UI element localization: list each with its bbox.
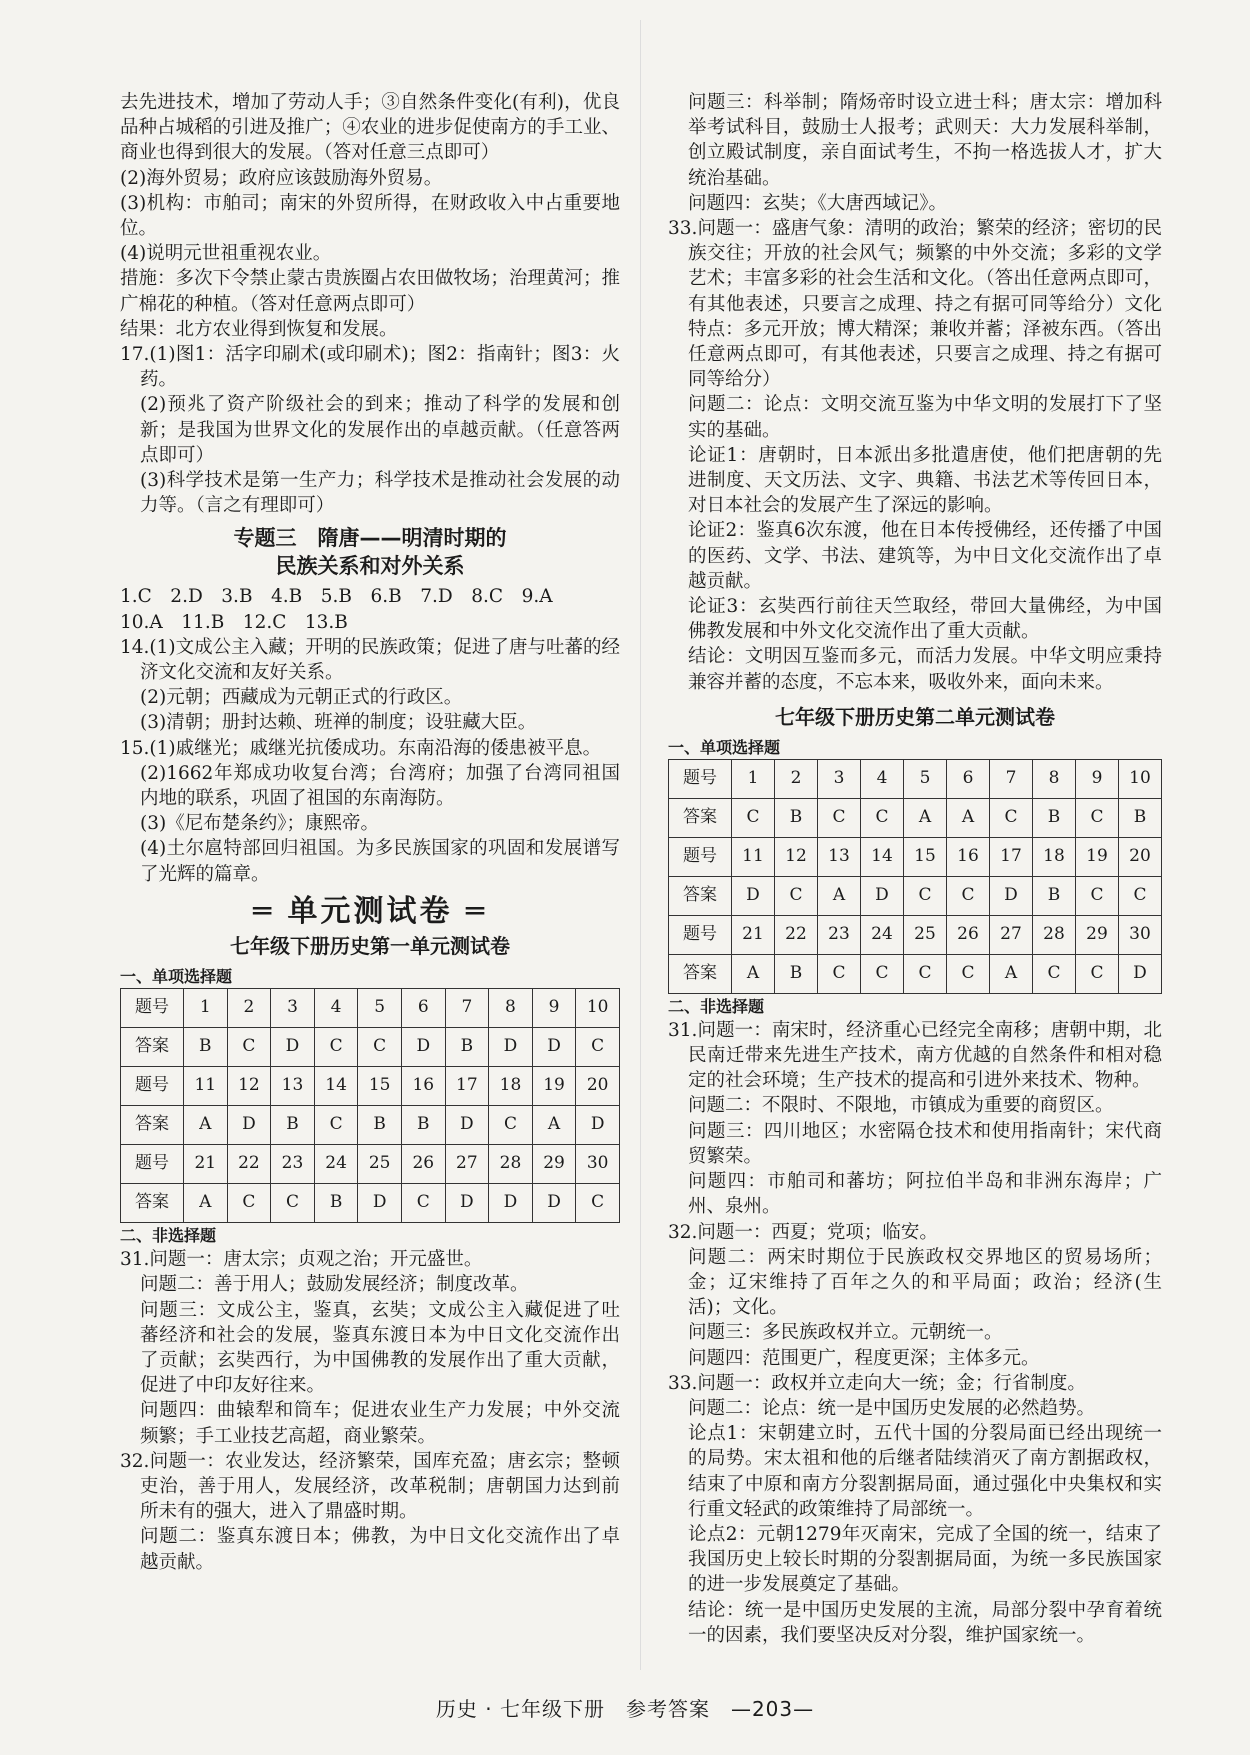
table-cell: 19 bbox=[1076, 837, 1119, 876]
table-cell: B bbox=[1119, 798, 1162, 837]
table-cell: 4 bbox=[314, 989, 358, 1028]
table-cell: B bbox=[314, 1184, 358, 1223]
table-row-header: 题号 bbox=[669, 837, 732, 876]
table-cell: C bbox=[1076, 876, 1119, 915]
table-cell: A bbox=[990, 954, 1033, 993]
table-row bbox=[121, 989, 620, 1028]
table-row bbox=[669, 759, 1162, 798]
table-row-header: 答案 bbox=[669, 876, 732, 915]
table-cell: B bbox=[445, 1028, 489, 1067]
unit2-answer-table bbox=[668, 759, 1162, 994]
page-footer: 历史 · 七年级下册 参考答案 —203— bbox=[435, 1697, 815, 1721]
answer-14-part1: 14.(1)文成公主入藏；开明的民族政策；促进了唐与吐蕃的经济文化交流和友好关系。 bbox=[120, 636, 620, 684]
table-cell: 30 bbox=[1119, 915, 1162, 954]
table-cell: 28 bbox=[1033, 915, 1076, 954]
table-cell: A bbox=[947, 798, 990, 837]
answer-14-part2: (2)元朝；西藏成为元朝正式的行政区。 bbox=[140, 687, 463, 709]
unit2-answer-33: 问题二：论点：统一是中国历史发展的必然趋势。 bbox=[688, 1397, 1096, 1419]
table-cell: 7 bbox=[445, 989, 489, 1028]
table-cell: D bbox=[532, 1184, 576, 1223]
unit1-title: 七年级下册历史第一单元测试卷 bbox=[230, 934, 510, 959]
table-cell: D bbox=[532, 1028, 576, 1067]
table-cell: 3 bbox=[818, 759, 861, 798]
table-cell: D bbox=[1119, 954, 1162, 993]
table-cell: A bbox=[732, 954, 775, 993]
unit2-answer-31: 问题三：四川地区；水密隔仓技术和使用指南针；宋代商贸繁荣。 bbox=[688, 1120, 1162, 1167]
unit1-answer-32: 32.问题一：农业发达，经济繁荣，国库充盈；唐玄宗；整顿吏治，善于用人，发展经济，改革税制；唐朝国力达到前所未有的强大，进入了鼎盛时期。 bbox=[120, 1450, 620, 1523]
table-cell: 21 bbox=[184, 1145, 228, 1184]
table-cell: C bbox=[1076, 798, 1119, 837]
unit1-answer-31: 问题二：善于用人；鼓励发展经济；制度改革。 bbox=[140, 1274, 529, 1296]
table-cell: D bbox=[732, 876, 775, 915]
table-cell: 9 bbox=[1076, 759, 1119, 798]
table-cell: C bbox=[489, 1106, 533, 1145]
table-cell: 29 bbox=[532, 1145, 576, 1184]
table-cell: C bbox=[358, 1028, 402, 1067]
paragraph: 问题四：玄奘；《大唐西域记》。 bbox=[688, 192, 948, 214]
table-cell: C bbox=[904, 954, 947, 993]
table-cell: 20 bbox=[1119, 837, 1162, 876]
table-cell: 27 bbox=[990, 915, 1033, 954]
table-cell: 26 bbox=[401, 1145, 445, 1184]
table-cell: 13 bbox=[818, 837, 861, 876]
table-cell: 16 bbox=[401, 1067, 445, 1106]
table-cell: 30 bbox=[576, 1145, 620, 1184]
table-cell: 6 bbox=[947, 759, 990, 798]
table-row bbox=[121, 1028, 620, 1067]
table-cell: 8 bbox=[1033, 759, 1076, 798]
table-cell: 13 bbox=[271, 1067, 315, 1106]
paragraph: 措施：多次下令禁止蒙古贵族圈占农田做牧场；治理黄河；推广棉花的种植。（答对任意两点即可） bbox=[120, 268, 620, 315]
unit2-answer-31: 问题二：不限时、不限地，市镇成为重要的商贸区。 bbox=[688, 1095, 1114, 1117]
table-cell: 28 bbox=[489, 1145, 533, 1184]
answer-33: 问题二：论点：文明交流互鉴为中华文明的发展打下了坚实的基础。 bbox=[688, 394, 1162, 441]
table-cell: C bbox=[314, 1028, 358, 1067]
table-cell: C bbox=[861, 798, 904, 837]
table-row bbox=[121, 1106, 620, 1145]
paragraph: 结果：北方农业得到恢复和发展。 bbox=[120, 318, 398, 340]
table-cell: 18 bbox=[489, 1067, 533, 1106]
table-row-header: 答案 bbox=[669, 954, 732, 993]
answer-33: 论证3：玄奘西行前往天竺取经，带回大量佛经，为中国佛教发展和中外文化交流作出了重大贡献。 bbox=[688, 596, 1162, 643]
unit1-answer-32: 问题二：鉴真东渡日本；佛教，为中日文化交流作出了卓越贡献。 bbox=[140, 1526, 620, 1573]
table-cell: C bbox=[947, 954, 990, 993]
answer-33: 论证1：唐朝时，日本派出多批遣唐使，他们把唐朝的先进制度、天文历法、文字、典籍、书法艺术等传回日本，对日本社会的发展产生了深远的影响。 bbox=[688, 444, 1162, 517]
table-cell: 17 bbox=[990, 837, 1033, 876]
table-cell: C bbox=[401, 1184, 445, 1223]
table-cell: 27 bbox=[445, 1145, 489, 1184]
table-cell: B bbox=[775, 954, 818, 993]
table-cell: C bbox=[314, 1106, 358, 1145]
unit2-answer-32: 问题三：多民族政权并立。元朝统一。 bbox=[688, 1322, 1003, 1344]
table-cell: C bbox=[1033, 954, 1076, 993]
table-cell: A bbox=[184, 1184, 228, 1223]
table-cell: 5 bbox=[358, 989, 402, 1028]
table-cell: D bbox=[990, 876, 1033, 915]
table-cell: 22 bbox=[227, 1145, 271, 1184]
table-cell: 5 bbox=[904, 759, 947, 798]
table-cell: 15 bbox=[904, 837, 947, 876]
table-cell: 25 bbox=[358, 1145, 402, 1184]
table-cell: 18 bbox=[1033, 837, 1076, 876]
table-cell: C bbox=[576, 1184, 620, 1223]
table-cell: 26 bbox=[947, 915, 990, 954]
answer-15-part3: (3)《尼布楚条约》；康熙帝。 bbox=[140, 813, 379, 835]
paragraph: 去先进技术，增加了劳动人手；③自然条件变化(有利)，优良品种占城稻的引进及推广；④农业的进步促使南方的手工业、商业也得到很大的发展。（答对任意三点即可） bbox=[120, 92, 620, 164]
table-cell: 16 bbox=[947, 837, 990, 876]
table-cell: 4 bbox=[861, 759, 904, 798]
unit1-answer-table bbox=[120, 988, 620, 1223]
table-cell: 10 bbox=[1119, 759, 1162, 798]
table-row-header: 答案 bbox=[121, 1028, 184, 1067]
table-cell: 25 bbox=[904, 915, 947, 954]
topic3-mc-answers-2: 10.A 11.B 12.C 13.B bbox=[120, 611, 348, 633]
paragraph: 问题三：科举制；隋炀帝时设立进士科；唐太宗：增加科举考试科目，鼓励士人报考；武则天：大力发展科举制，创立殿试制度，亲自面试考生，不拘一格选拔人才，扩大统治基础。 bbox=[688, 92, 1162, 189]
table-cell: 2 bbox=[775, 759, 818, 798]
table-cell: B bbox=[1033, 876, 1076, 915]
answer-33: 结论：文明因互鉴而多元，而活力发展。中华文明应秉持兼容并蓄的态度，不忘本来，吸收外来，面向未来。 bbox=[688, 646, 1162, 693]
table-cell: 14 bbox=[861, 837, 904, 876]
table-cell: 7 bbox=[990, 759, 1033, 798]
table-cell: 24 bbox=[861, 915, 904, 954]
table-cell: B bbox=[358, 1106, 402, 1145]
topic3-title bbox=[120, 524, 620, 580]
table-cell: D bbox=[271, 1028, 315, 1067]
table-cell: C bbox=[1119, 876, 1162, 915]
answer-17-part2: (2)预兆了资产阶级社会的到来；推动了科学的发展和创新；是我国为世界文化的发展作出的卓越贡献。（任意答两点即可） bbox=[140, 394, 620, 466]
table-row bbox=[121, 1184, 620, 1223]
unit2-answer-31: 问题四：市舶司和蕃坊；阿拉伯半岛和非洲东海岸；广州、泉州。 bbox=[688, 1171, 1162, 1218]
table-cell: 9 bbox=[532, 989, 576, 1028]
table-row-header: 答案 bbox=[121, 1106, 184, 1145]
table-cell: B bbox=[401, 1106, 445, 1145]
unit2-answer-33: 论点1：宋朝建立时，五代十国的分裂局面已经出现统一的局势。宋太祖和他的后继者陆续消灭了南方割据政权，结束了中原和南方分裂割据局面，通过强化中央集权和实行重文轻武的政策维持了局部统一。 bbox=[688, 1423, 1162, 1520]
table-cell: A bbox=[904, 798, 947, 837]
unit2-answer-33: 结论：统一是中国历史发展的主流，局部分裂中孕育着统一的因素，我们要坚决反对分裂，维护国家统一。 bbox=[688, 1599, 1162, 1646]
table-cell: A bbox=[532, 1106, 576, 1145]
table-cell: C bbox=[576, 1028, 620, 1067]
table-cell: C bbox=[1076, 954, 1119, 993]
unit2-answer-32: 问题二：两宋时期位于民族政权交界地区的贸易场所；金；辽宋维持了百年之久的和平局面；政治；经济(生活)；文化。 bbox=[688, 1246, 1162, 1319]
answer-14-part3: (3)清朝；册封达赖、班禅的制度；设驻藏大臣。 bbox=[140, 712, 537, 734]
table-cell: 11 bbox=[732, 837, 775, 876]
paragraph: (2)海外贸易；政府应该鼓励海外贸易。 bbox=[120, 167, 443, 189]
section-heading: 一、单项选择题 bbox=[668, 737, 781, 757]
table-cell: 15 bbox=[358, 1067, 402, 1106]
unit2-answer-32: 问题四：范围更广，程度更深；主体多元。 bbox=[688, 1347, 1040, 1369]
table-cell: 20 bbox=[576, 1067, 620, 1106]
table-cell: B bbox=[271, 1106, 315, 1145]
table-cell: 11 bbox=[184, 1067, 228, 1106]
answer-15-part1: 15.(1)戚继光；戚继光抗倭成功。东南沿海的倭患被平息。 bbox=[120, 737, 602, 759]
table-cell: C bbox=[818, 954, 861, 993]
unit2-title: 七年级下册历史第二单元测试卷 bbox=[775, 704, 1055, 729]
answer-17-part1: 17.(1)图1：活字印刷术(或印刷术)；图2：指南针；图3：火药。 bbox=[120, 344, 620, 391]
table-cell: C bbox=[818, 798, 861, 837]
unit1-answer-31: 问题三：文成公主，鉴真，玄奘；文成公主入藏促进了吐蕃经济和社会的发展，鉴真东渡日本为中日文化交流作出了贡献；玄奘西行，为中国佛教的发展作出了重大贡献，促进了中印友好往来。 bbox=[140, 1299, 620, 1397]
table-cell: 14 bbox=[314, 1067, 358, 1106]
table-cell: 8 bbox=[489, 989, 533, 1028]
table-cell: 10 bbox=[576, 989, 620, 1028]
unit1-answer-31: 31.问题一：唐太宗；贞观之治；开元盛世。 bbox=[120, 1249, 483, 1271]
table-cell: A bbox=[184, 1106, 228, 1145]
paragraph: (3)机构：市舶司；南宋的外贸所得，在财政收入中占重要地位。 bbox=[120, 192, 620, 240]
paragraph: (4)说明元世祖重视农业。 bbox=[120, 243, 332, 265]
topic3-mc-answers-1: 1.C 2.D 3.B 4.B 5.B 6.B 7.D 8.C 9.A bbox=[120, 586, 553, 608]
table-cell: D bbox=[861, 876, 904, 915]
table-cell: 19 bbox=[532, 1067, 576, 1106]
table-cell: C bbox=[227, 1028, 271, 1067]
answer-33: 33.问题一：盛唐气象：清明的政治；繁荣的经济；密切的民族交往；开放的社会风气；频繁的中外交流；多彩的文学艺术；丰富多彩的社会生活和文化。（答出任意两点即可，有其他表述，只要言之成理、持之有据可同等给分）文化特点：多元开放；博大精深；兼收并蓄；泽被东西。（答出任意两点即可，有其他表述，只要言之成理、持之有据可同等给分） bbox=[668, 218, 1162, 391]
table-cell: 1 bbox=[184, 989, 228, 1028]
answer-15-part4: (4)土尔扈特部回归祖国。为多民族国家的巩固和发展谱写了光辉的篇章。 bbox=[140, 838, 620, 885]
table-cell: 2 bbox=[227, 989, 271, 1028]
answer-17-part3: (3)科学技术是第一生产力；科学技术是推动社会发展的动力等。（言之有理即可） bbox=[140, 470, 620, 517]
table-row-header: 题号 bbox=[669, 759, 732, 798]
table-cell: 3 bbox=[271, 989, 315, 1028]
table-cell: B bbox=[1033, 798, 1076, 837]
table-row bbox=[669, 876, 1162, 915]
table-row bbox=[669, 837, 1162, 876]
column-divider bbox=[640, 20, 641, 1670]
table-cell: C bbox=[861, 954, 904, 993]
table-row-header: 答案 bbox=[669, 798, 732, 837]
topic3-title-line2: 民族关系和对外关系 bbox=[275, 554, 465, 579]
table-cell: 21 bbox=[732, 915, 775, 954]
table-cell: D bbox=[227, 1106, 271, 1145]
table-cell: 23 bbox=[271, 1145, 315, 1184]
table-cell: 22 bbox=[775, 915, 818, 954]
table-cell: 23 bbox=[818, 915, 861, 954]
table-cell: 29 bbox=[1076, 915, 1119, 954]
table-cell: D bbox=[489, 1028, 533, 1067]
table-cell: B bbox=[775, 798, 818, 837]
table-row-header: 题号 bbox=[121, 1145, 184, 1184]
table-cell: 12 bbox=[775, 837, 818, 876]
table-cell: C bbox=[227, 1184, 271, 1223]
unit2-answer-33: 33.问题一：政权并立走向大一统；金；行省制度。 bbox=[668, 1372, 1086, 1394]
unit1-answer-31: 问题四：曲辕犁和筒车；促进农业生产力发展；中外交流频繁；手工业技艺高超，商业繁荣。 bbox=[140, 1400, 620, 1447]
table-cell: 24 bbox=[314, 1145, 358, 1184]
table-row bbox=[121, 1145, 620, 1184]
left-column bbox=[120, 90, 620, 1575]
table-cell: D bbox=[489, 1184, 533, 1223]
table-row-header: 题号 bbox=[121, 1067, 184, 1106]
table-row bbox=[669, 798, 1162, 837]
table-cell: C bbox=[775, 876, 818, 915]
unit-test-title: ═ 单元测试卷 ═ bbox=[252, 893, 487, 929]
table-cell: C bbox=[271, 1184, 315, 1223]
table-cell: D bbox=[358, 1184, 402, 1223]
table-cell: B bbox=[184, 1028, 228, 1067]
table-row bbox=[121, 1067, 620, 1106]
table-cell: C bbox=[732, 798, 775, 837]
table-cell: C bbox=[947, 876, 990, 915]
table-cell: D bbox=[576, 1106, 620, 1145]
table-row bbox=[669, 954, 1162, 993]
topic3-title-line1: 专题三 隋唐——明清时期的 bbox=[233, 526, 507, 551]
table-cell: D bbox=[445, 1184, 489, 1223]
unit2-answer-31: 31.问题一：南宋时，经济重心已经完全南移；唐朝中期，北民南迁带来先进生产技术，南方优越的自然条件和相对稳定的社会环境；生产技术的提高和引进外来技术、物种。 bbox=[668, 1019, 1162, 1092]
table-row-header: 题号 bbox=[669, 915, 732, 954]
answer-33: 论证2：鉴真6次东渡，他在日本传授佛经，还传播了中国的医药、文学、书法、建筑等，为中日文化交流作出了卓越贡献。 bbox=[688, 520, 1162, 592]
unit2-answer-33: 论点2：元朝1279年灭南宋，完成了全国的统一，结束了我国历史上较长时期的分裂割据局面，为统一多民族国家的进一步发展奠定了基础。 bbox=[688, 1523, 1162, 1596]
section-heading: 二、非选择题 bbox=[120, 1226, 217, 1246]
table-cell: D bbox=[401, 1028, 445, 1067]
table-cell: 6 bbox=[401, 989, 445, 1028]
table-row bbox=[669, 915, 1162, 954]
answer-15-part2: (2)1662年郑成功收复台湾；台湾府；加强了台湾同祖国内地的联系，巩固了祖国的东南海防。 bbox=[140, 762, 620, 810]
table-cell: A bbox=[818, 876, 861, 915]
table-cell: C bbox=[990, 798, 1033, 837]
table-row-header: 答案 bbox=[121, 1184, 184, 1223]
table-row-header: 题号 bbox=[121, 989, 184, 1028]
section-heading: 一、单项选择题 bbox=[120, 967, 233, 987]
table-cell: 17 bbox=[445, 1067, 489, 1106]
section-heading: 二、非选择题 bbox=[668, 996, 765, 1016]
right-column bbox=[668, 90, 1162, 1648]
unit2-answer-32: 32.问题一：西夏；党项；临安。 bbox=[668, 1221, 938, 1243]
table-cell: 1 bbox=[732, 759, 775, 798]
table-cell: 12 bbox=[227, 1067, 271, 1106]
table-cell: D bbox=[445, 1106, 489, 1145]
table-cell: C bbox=[904, 876, 947, 915]
